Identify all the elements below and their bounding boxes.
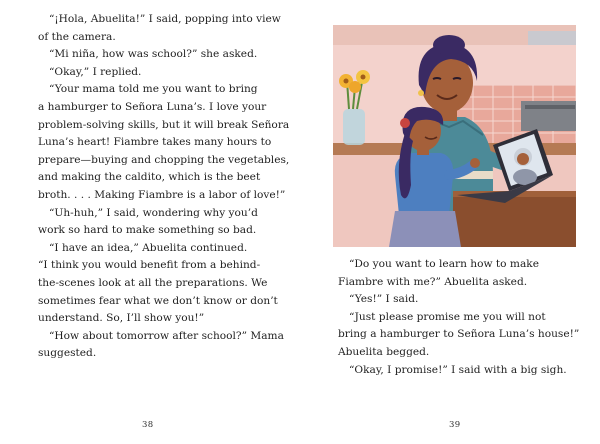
- page-number-left: 38: [142, 420, 154, 430]
- text-line: Abuelita begged.: [338, 345, 430, 358]
- text-line: understand. So, I’ll show you!”: [38, 312, 205, 325]
- text-line: “Do you want to learn how to make: [349, 258, 539, 270]
- text-line: bring a hamburger to Señora Luna’s house!”: [338, 328, 580, 341]
- text-line: Fiambre with me?” Abuelita asked.: [338, 275, 528, 288]
- right-page-text: [338, 256, 583, 379]
- text-line: suggested.: [38, 347, 97, 360]
- kitchen-scene-illustration: [333, 25, 576, 247]
- text-line: “I think you would benefit from a behind-: [38, 259, 261, 272]
- text-line: Luna’s heart! Fiambre takes many hours to: [38, 136, 272, 149]
- text-line: the-scenes look at all the preparations. We: [38, 276, 268, 289]
- text-line: “Yes!” I said.: [349, 293, 419, 306]
- text-line: “I have an idea,” Abuelita continued.: [49, 241, 248, 254]
- text-line: and making the caldito, which is the beet: [38, 171, 261, 184]
- range-hood: [528, 31, 576, 45]
- illustration: [333, 25, 576, 247]
- text-line: “Just please promise me you will not: [349, 310, 546, 323]
- text-line: “Okay,” I replied.: [49, 65, 142, 78]
- left-page-text: [38, 11, 290, 363]
- wooden-table: [453, 195, 576, 247]
- text-line: “Uh-huh,” I said, wondering why you’d: [49, 206, 258, 219]
- text-line: problem-solving skills, but it will break Señora: [38, 118, 290, 131]
- text-line: prepare—buying and chopping the vegetables,: [38, 153, 290, 166]
- right-page: [300, 0, 600, 444]
- text-line: a hamburger to Señora Luna’s. I love your: [38, 100, 267, 113]
- text-line: “How about tomorrow after school?” Mama: [49, 329, 284, 342]
- text-line: “¡Hola, Abuelita!” I said, popping into view: [49, 13, 281, 25]
- text-line: broth. . . . Making Fiambre is a labor of love!”: [38, 188, 286, 201]
- text-line: sometimes fear what we don’t know or don’t: [38, 294, 278, 307]
- text-line: “Mi niña, how was school?” she asked.: [49, 48, 258, 61]
- text-line: of the camera.: [38, 30, 116, 43]
- text-line: “Your mama told me you want to bring: [49, 83, 258, 96]
- page-number-right: 39: [449, 420, 461, 430]
- text-line: work so hard to make something so bad.: [38, 224, 257, 237]
- text-line: “Okay, I promise!” I said with a big sigh.: [349, 363, 567, 376]
